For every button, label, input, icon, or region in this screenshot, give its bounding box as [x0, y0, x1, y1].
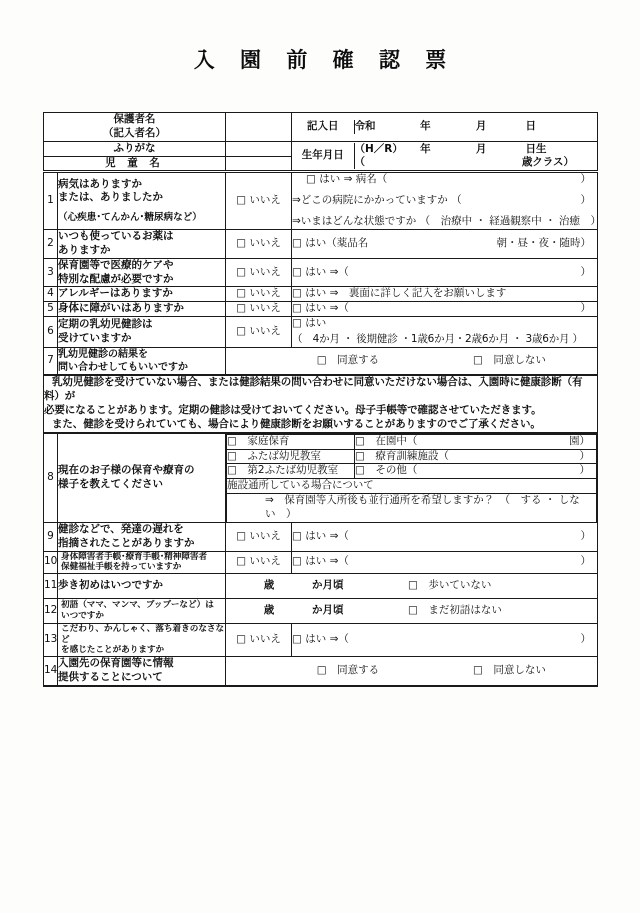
- question-label-8-line2: 様子を教えてください: [58, 477, 163, 490]
- milestone-answer-12[interactable]: [226, 598, 598, 623]
- care-options-group: [226, 433, 598, 523]
- milestone-answer-11[interactable]: [226, 574, 598, 599]
- entry-date-year: 年: [420, 119, 431, 132]
- care-option-row-1: [227, 434, 597, 449]
- entry-date-fields[interactable]: [354, 120, 597, 134]
- furigana-row: [44, 141, 598, 156]
- answer-no-2[interactable]: □ いいえ: [226, 230, 292, 259]
- question-label-5: [58, 302, 226, 317]
- note-line-1: 乳幼児健診を受けていない場合、または健診結果の問い合わせに同意いただけない場合は、入園時に健康診断（有料）が: [44, 376, 583, 403]
- question-label-5-line1: 身体に障がいはありますか: [58, 302, 184, 315]
- facility-note: 施設通所している場合について: [227, 479, 597, 494]
- answer-yes-6[interactable]: [292, 317, 598, 348]
- guardian-name-label-main: 保護者名: [113, 113, 156, 125]
- question-row-9: [44, 522, 598, 551]
- pre-enrollment-form-table: [43, 112, 601, 687]
- answer-yes-1-line3: ⇒いまはどんな状態ですか （ 治療中 ・ 経過観察中 ・ 治癒 ）: [292, 215, 601, 228]
- child-name-label: 児 童 名: [44, 156, 226, 172]
- furigana-label: ふりがな: [44, 141, 226, 156]
- answer-yes-5[interactable]: [292, 302, 598, 317]
- row-number-13: 13: [44, 623, 58, 656]
- note-paragraph: [44, 375, 598, 432]
- answer-yes-9-right: ）: [580, 529, 591, 542]
- care-option-enrolled[interactable]: [355, 434, 597, 449]
- question-label-14-line2: 提供することについて: [58, 670, 163, 683]
- answer-yes-3-text: □ はい ⇒（: [292, 265, 349, 278]
- question-row-2: [44, 230, 598, 259]
- question-label-8-line1: 現在のお子様の保育や療育の: [58, 463, 195, 476]
- answer-no-10[interactable]: □ いいえ: [226, 551, 292, 573]
- question-row-11: [44, 574, 598, 599]
- row-number-10: 10: [44, 551, 58, 573]
- question-label-1-line1: 病気はありますか: [58, 177, 142, 190]
- birth-date-fields[interactable]: [354, 143, 597, 170]
- speech-not-yet-option[interactable]: □ まだ初語はない: [408, 603, 502, 616]
- guardian-name-label-sub: （記入者名）: [103, 126, 166, 139]
- question-label-1: [58, 172, 226, 230]
- answer-yes-10-right: ）: [580, 555, 591, 568]
- consent-disagree-7[interactable]: □ 同意しない: [473, 354, 546, 367]
- question-label-4: [58, 287, 226, 302]
- question-label-3-line2: 特別な配慮が必要ですか: [58, 272, 174, 285]
- question-label-2: [58, 230, 226, 259]
- question-label-2-line1: いつも使っているお薬は: [58, 230, 174, 243]
- answer-no-13[interactable]: □ いいえ: [226, 623, 292, 656]
- question-row-8: [44, 433, 598, 523]
- note-line-3: また、健診を受けられていても、場合により健康診断をお願いすることがありますのでご了承ください。: [52, 417, 541, 430]
- facility-note-row: [227, 479, 597, 494]
- question-label-6: [58, 317, 226, 348]
- question-label-6-line2: 受けていますか: [58, 332, 132, 345]
- answer-yes-6-line2: （ 4か月 ・ 後期健診 ・1歳6か月・2歳6か月 ・ 3歳6か月 ）: [292, 333, 583, 346]
- walk-month-unit: か月頃: [312, 579, 344, 592]
- question-row-14: [44, 656, 598, 685]
- care-option-other-close: ）: [579, 464, 590, 477]
- question-row-5: [44, 302, 598, 317]
- speech-month-unit: か月頃: [312, 603, 344, 616]
- answer-yes-2-text: □ はい（薬品名: [292, 236, 369, 249]
- question-label-10: [58, 551, 226, 573]
- row-number-7: 7: [44, 347, 58, 375]
- question-row-12: [44, 598, 598, 623]
- row-number-5: 5: [44, 302, 58, 317]
- birth-day: 日生: [525, 142, 547, 155]
- question-label-13-line1: こだわり、かんしゃく、落ち着きのなさなど: [61, 623, 225, 645]
- care-option-row-3: [227, 464, 597, 479]
- consent-disagree-14[interactable]: □ 同意しない: [473, 663, 546, 676]
- care-option-enrolled-label: □ 在園中（: [355, 434, 418, 447]
- answer-yes-1-close2: ）: [580, 194, 591, 207]
- care-option-other[interactable]: [355, 464, 597, 479]
- guardian-name-label: [44, 113, 226, 142]
- answer-yes-1-line1: □ はい ⇒ 病名（: [306, 173, 388, 186]
- question-row-13: [44, 623, 598, 656]
- birth-date-group: [292, 141, 598, 172]
- answer-yes-2[interactable]: [292, 230, 598, 259]
- care-option-other-label: □ その他（: [355, 464, 418, 477]
- question-label-7: [58, 347, 226, 375]
- question-row-3: [44, 258, 598, 287]
- row-number-12: 12: [44, 598, 58, 623]
- question-label-10-line1: 身体障害者手帳･療育手帳･精神障害者: [61, 551, 208, 562]
- row-number-3: 3: [44, 258, 58, 287]
- answer-no-4[interactable]: □ いいえ: [226, 287, 292, 302]
- birth-month: 月: [475, 142, 487, 155]
- question-label-3: [58, 258, 226, 287]
- question-label-1-line2: または、ありましたか: [58, 191, 163, 204]
- note-line-2: 必要になることがあります。定期の健診は受けておいてください。母子手帳等で確認させていただきます。: [44, 403, 542, 416]
- answer-yes-13[interactable]: [292, 623, 598, 656]
- page-title: 入 園 前 確 認 票: [193, 48, 456, 72]
- answer-yes-5-right: ）: [580, 302, 591, 315]
- answer-yes-1-line2: ⇒どこの病院にかかっていますか （: [292, 194, 462, 207]
- answer-yes-9-text: □ はい ⇒（: [292, 529, 349, 542]
- entry-date-group: [292, 113, 598, 142]
- answer-yes-2-right: 朝・昼・夜・随時）: [496, 236, 591, 249]
- answer-yes-13-text: □ はい ⇒（: [292, 632, 349, 645]
- care-option-row-2: [227, 449, 597, 464]
- question-label-12: [58, 598, 226, 623]
- entry-date-label: 記入日: [292, 120, 354, 134]
- entry-date-day: 日: [525, 119, 536, 132]
- walk-not-yet-option[interactable]: □ 歩いていない: [408, 579, 492, 592]
- note-row: [44, 375, 598, 432]
- care-option-futaba2[interactable]: □ 第2ふたば幼児教室: [227, 464, 355, 479]
- row-number-4: 4: [44, 287, 58, 302]
- answer-no-9[interactable]: □ いいえ: [226, 522, 292, 551]
- question-label-11-line1: 歩き初めはいつですか: [58, 579, 163, 592]
- speech-age-unit: 歳: [263, 603, 275, 616]
- answer-yes-13-right: ）: [580, 632, 591, 645]
- question-label-11: [58, 574, 226, 599]
- parallel-attendance-question[interactable]: ⇒ 保育園等入所後も並行通所を希望しますか？ （ する ・ しない ）: [227, 494, 597, 522]
- guardian-name-input[interactable]: [226, 113, 292, 142]
- consent-group-7: [226, 347, 598, 375]
- answer-no-5[interactable]: □ いいえ: [226, 302, 292, 317]
- question-label-2-line2: ありますか: [58, 243, 111, 256]
- care-option-futaba[interactable]: □ ふたば幼児教室: [227, 449, 355, 464]
- entry-date-era: 令和: [354, 119, 376, 132]
- answer-no-3[interactable]: □ いいえ: [226, 258, 292, 287]
- row-number-1: 1: [44, 172, 58, 230]
- guardian-name-row: [44, 113, 598, 142]
- question-label-14: [58, 656, 226, 685]
- row-number-8: 8: [44, 433, 58, 523]
- question-label-14-line1: 入園先の保育園等に情報: [58, 656, 174, 669]
- birth-age-class: 歳クラス）: [521, 155, 574, 168]
- answer-no-6[interactable]: □ いいえ: [226, 317, 292, 348]
- care-option-home[interactable]: □ 家庭保育: [227, 434, 355, 449]
- answer-yes-5-text: □ はい ⇒（: [292, 302, 349, 315]
- question-label-9: [58, 522, 226, 551]
- care-option-training-close: ）: [579, 449, 590, 462]
- question-row-7: [44, 347, 598, 375]
- birth-date-label: 生年月日: [292, 143, 354, 170]
- answer-yes-10[interactable]: [292, 551, 598, 573]
- answer-no-1[interactable]: □ いいえ: [226, 172, 292, 230]
- answer-yes-10-text: □ はい ⇒（: [292, 555, 349, 568]
- question-label-4-line1: アレルギーはありますか: [58, 287, 173, 300]
- question-row-10: [44, 551, 598, 573]
- birth-year: 年: [420, 142, 431, 155]
- question-label-9-line1: 健診などで、発達の遅れを: [58, 522, 184, 535]
- question-label-6-line1: 定期の乳幼児健診は: [58, 318, 153, 331]
- question-label-7-line2: 問い合わせしてもいいですか: [58, 362, 188, 374]
- answer-yes-3[interactable]: [292, 258, 598, 287]
- consent-agree-14[interactable]: □ 同意する: [316, 663, 380, 676]
- question-label-10-line2: 保健福祉手帳を持っていますか: [61, 562, 182, 573]
- care-option-training-label: □ 療育訓練施設（: [355, 449, 449, 462]
- question-label-1-line4: （心疾患･てんかん･糖尿病など）: [58, 212, 202, 224]
- care-option-enrolled-close: 園）: [569, 434, 590, 447]
- care-options-table: [226, 434, 597, 522]
- answer-yes-4[interactable]: [292, 287, 598, 302]
- consent-agree-7[interactable]: □ 同意する: [316, 354, 380, 367]
- walk-age-unit: 歳: [263, 579, 275, 592]
- question-label-7-line1: 乳幼児健診の結果を: [58, 348, 148, 360]
- care-option-training[interactable]: [355, 449, 597, 464]
- answer-yes-1[interactable]: [292, 172, 601, 230]
- question-row-1: [44, 172, 598, 230]
- question-label-13-line2: を感じたことがありますか: [61, 645, 165, 656]
- question-label-8: [58, 433, 226, 523]
- question-row-4: [44, 287, 598, 302]
- parallel-question-row: [227, 494, 597, 522]
- furigana-input[interactable]: [226, 141, 292, 156]
- row-number-6: 6: [44, 317, 58, 348]
- answer-yes-3-right: ）: [580, 265, 591, 278]
- child-name-input[interactable]: [226, 156, 292, 172]
- entry-date-month: 月: [475, 119, 487, 132]
- answer-yes-9[interactable]: [292, 522, 598, 551]
- consent-group-14: [226, 656, 598, 685]
- row-number-9: 9: [44, 522, 58, 551]
- question-label-3-line1: 保育園等で医療的ケアや: [58, 258, 174, 271]
- row-number-14: 14: [44, 656, 58, 685]
- birth-era: （H／R）: [354, 142, 403, 155]
- answer-yes-4-text: □ はい ⇒ 裏面に詳しく記入をお願いします: [292, 287, 507, 300]
- answer-yes-1-close1: ）: [580, 173, 591, 186]
- question-label-12-line2: いつですか: [61, 610, 104, 621]
- birth-age-open: （: [354, 155, 365, 168]
- question-label-12-line1: 初語（ママ、マンマ、ブッブーなど）は: [61, 600, 214, 611]
- question-row-6: [44, 317, 598, 348]
- answer-yes-6-line1: □ はい: [292, 317, 327, 330]
- row-number-2: 2: [44, 230, 58, 259]
- question-label-9-line2: 指摘されたことがありますか: [58, 536, 195, 549]
- question-label-13: [58, 623, 226, 656]
- row-number-11: 11: [44, 574, 58, 599]
